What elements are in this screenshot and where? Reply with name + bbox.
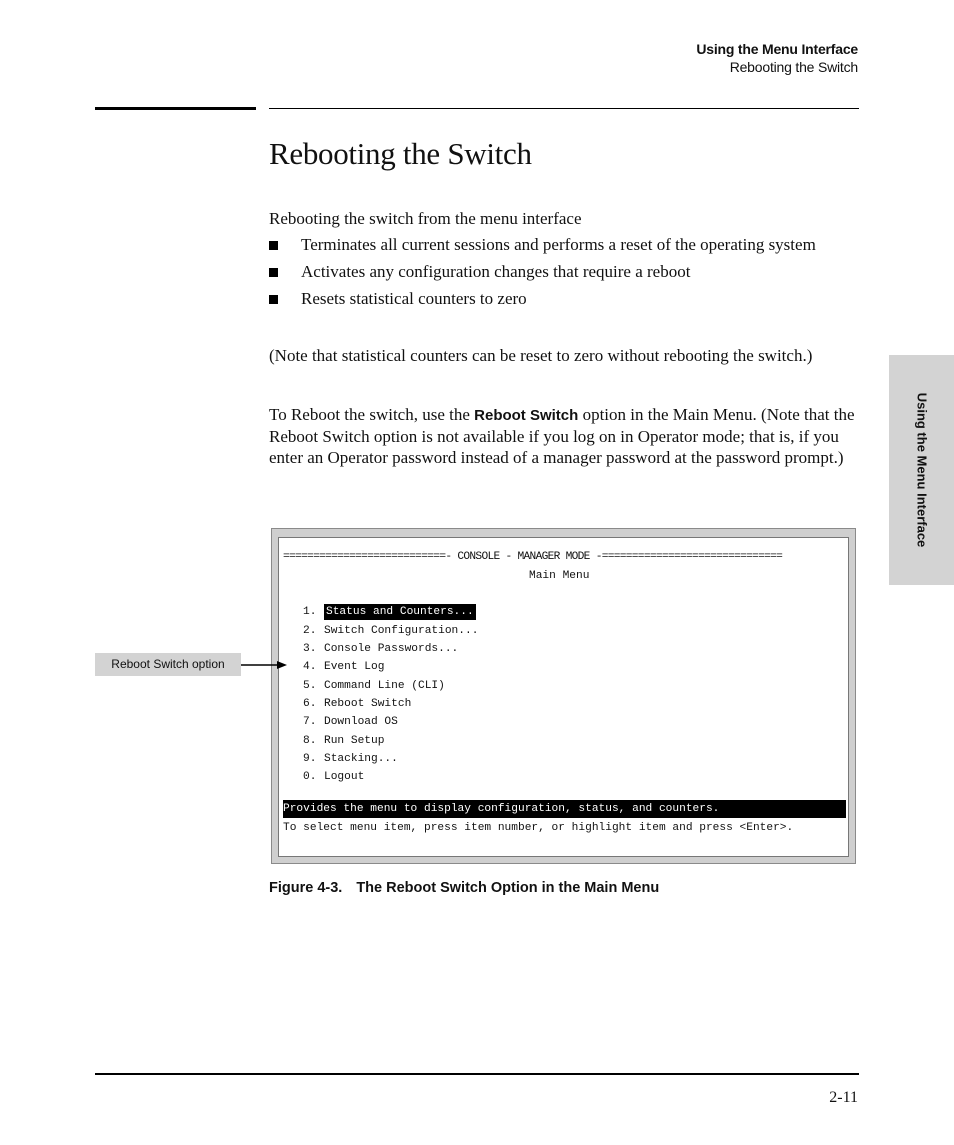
console-header-line: ===========================- CONSOLE - MANAGER MODE -============================== [283,551,783,563]
callout-arrow-icon [241,659,291,671]
running-header-chapter: Using the Menu Interface [696,41,858,57]
bullet-icon [269,241,278,250]
figure-title: The Reboot Switch Option in the Main Menu [356,880,660,896]
menu-item-num: 6. [303,698,317,710]
bullet-icon [269,295,278,304]
console-status-text: Provides the menu to display configuration, status, and counters. [283,803,720,815]
menu-item-num: 9. [303,753,317,765]
menu-item-num: 8. [303,735,317,747]
list-item: Terminates all current sessions and performs a reset of the operating system [269,234,859,255]
list-item: Activates any configuration changes that require a reboot [269,261,859,282]
menu-item-stacking[interactable]: Stacking... [324,753,398,765]
menu-item-event-log[interactable]: Event Log [324,661,385,673]
page-title: Rebooting the Switch [269,136,532,171]
menu-item-num: 7. [303,716,317,728]
figure-caption [269,880,659,896]
header-rule-thin [269,108,859,109]
menu-item-num: 3. [303,643,317,655]
figure-number: Figure 4-3. [269,880,343,896]
menu-item-logout[interactable]: Logout [324,771,365,783]
console-help-text: To select menu item, press item number, or highlight item and press <Enter>. [283,822,794,834]
footer-rule [95,1073,859,1075]
note-text: (Note that statistical counters can be reset to zero without rebooting the switch.) [269,346,813,365]
chapter-side-tab [889,355,954,585]
menu-item-switch-configuration[interactable]: Switch Configuration... [324,625,479,637]
running-header-section: Rebooting the Switch [729,59,858,75]
bullet-list [269,234,859,315]
page-number: 2-11 [829,1089,858,1106]
list-item: Resets statistical counters to zero [269,288,859,309]
menu-item-num: 5. [303,680,317,692]
menu-item-status-counters[interactable]: Status and Counters... [326,606,474,618]
menu-item-run-setup[interactable]: Run Setup [324,735,385,747]
menu-item-num: 4. [303,661,317,673]
header-rule-thick [95,107,256,110]
console-screen [278,537,849,857]
menu-item-download-os[interactable]: Download OS [324,716,398,728]
intro-text: Rebooting the switch from the menu interface [269,209,582,228]
bullet-icon [269,268,278,277]
console-screenshot [271,528,856,864]
menu-item-num: 1. [303,606,317,618]
reboot-paragraph: To Reboot the switch, use the Reboot Switch option in the Main Menu. (Note that the Reboot Switch option is not available if you log on in Operator mode; that is, if you enter an Operator password instead of a manager password at the password prompt.) [269,405,855,467]
menu-item-num: 2. [303,625,317,637]
menu-item-num: 0. [303,771,317,783]
side-tab-label: Using the Menu Interface [914,392,929,548]
reboot-switch-callout: Reboot Switch option [95,653,241,676]
menu-item-reboot-switch[interactable]: Reboot Switch [324,698,412,710]
console-menu-title: Main Menu [529,570,590,582]
menu-item-console-passwords[interactable]: Console Passwords... [324,643,459,655]
menu-item-command-line[interactable]: Command Line (CLI) [324,680,445,692]
reboot-switch-term: Reboot Switch [474,407,579,424]
